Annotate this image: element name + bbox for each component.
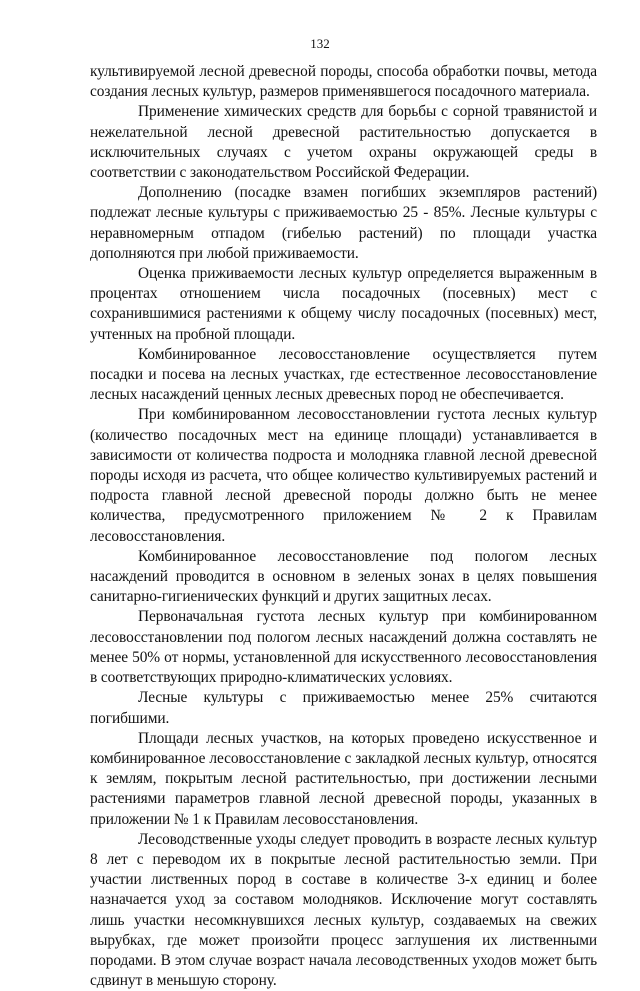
paragraph: Комбинированное лесовосстановление осуществляется путем посадки и посева на лесных участках, где естественное лесовосстановление лесных насаждений ценных лесных древесных пород не обеспечивается. <box>90 345 597 404</box>
paragraph: При комбинированном лесовосстановлении густота лесных культур (количество посадочных мест на единице площади) устанавливается в зависимости от количества подроста и молодняка главной лесной древесной породы исходя из расчета, что общее количество культивируемых растений и подроста главной лесной древесной породы должно быть не менее количества, предусмотренного приложением № 2 к Правилам лесовосстановления. <box>90 406 597 545</box>
paragraph: Первоначальная густота лесных культур при комбинированном лесовосстановлении под пологом лесных насаждений должна составлять не менее 50% от нормы, установленной для искусственного лесовосстановления в соответствующих природно-климатических условиях. <box>90 608 597 687</box>
paragraph: Комбинированное лесовосстановление под пологом лесных насаждений проводится в основном в зеленых зонах в целях повышения санитарно-гигиенических функций и других защитных лесах. <box>90 547 597 606</box>
paragraph: Оценка приживаемости лесных культур определяется выраженным в процентах отношением числа посадочных (посевных) мест с сохранившимися растениями к общему числу посадочных (посевных) мест, учтенных на пробной площади. <box>90 265 597 343</box>
page-number: 132 <box>310 36 330 51</box>
paragraph: Лесоводственные уходы следует проводить в возрасте лесных культур 8 лет с переводом их в покрытые лесной растительностью земли. При участии лиственных пород в составе в количестве 3-х единиц и более назначается уход за составом молодняков. Исключение могут составлять лишь участки несомкнувшихся лесных культур, создаваемых на свежих вырубках, где может произойти процесс заглушения их лиственными породами. В этом случае возраст начала лесоводственных уходов может быть сдвинут в меньшую сторону. <box>90 830 597 990</box>
paragraph: Площади лесных участков, на которых проведено искусственное и комбинированное лесовосстановление с закладкой лесных культур, относятся к землям, покрытым лесной растительностью, при достижении лесными растениями параметров главной лесной древесной породы, указанных в приложении № 1 к Правилам лесовосстановления. <box>90 729 597 828</box>
paragraph: Лесные культуры с приживаемостью менее 25% считаются погибшими. <box>90 689 597 727</box>
paragraph: Дополнению (посадке взамен погибших экземпляров растений) подлежат лесные культуры с приживаемостью 25 - 85%. Лесные культуры с неравномерным отпадом (гибелью растений) по площади участка дополняются при любой приживаемости. <box>90 184 597 262</box>
paragraph: Применение химических средств для борьбы с сорной травянистой и нежелательной лесной древесной растительностью допускается в исключительных случаях с учетом охраны окружающей среды в соответствии с законодательством Российской Федерации. <box>90 103 597 182</box>
document-body <box>90 62 597 991</box>
paragraph: культивируемой лесной древесной породы, способа обработки почвы, метода создания лесных культур, размеров применявшегося посадочного материала. <box>90 63 597 101</box>
